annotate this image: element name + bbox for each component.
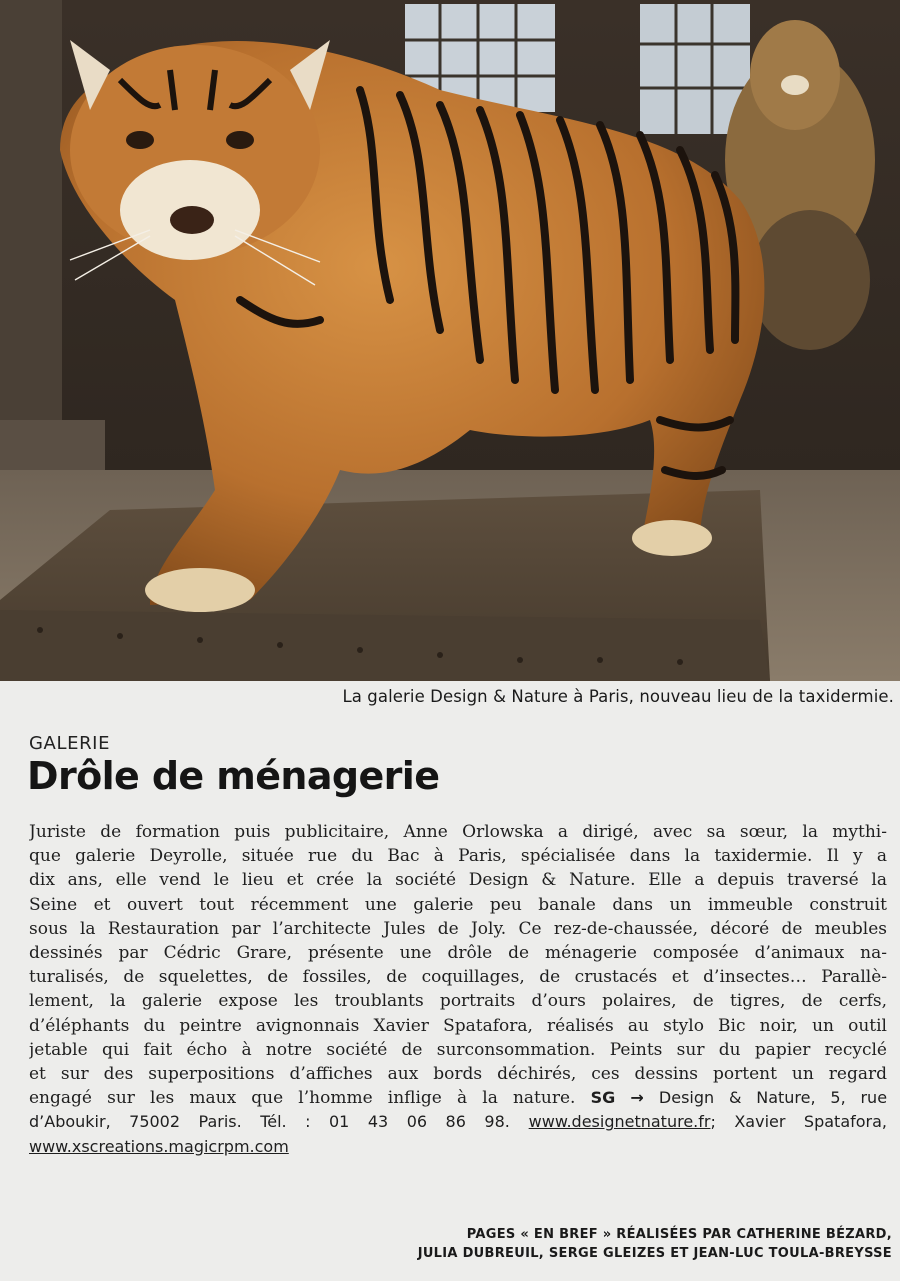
body-text: engagé sur les maux que l’homme inflige à la nature.: [29, 1088, 576, 1109]
artist-website-link[interactable]: www.xscreations.magicrpm.com: [29, 1136, 289, 1156]
page-credits: [418, 1225, 892, 1263]
body-line: lement, la galerie expose les troublants portraits d’ours polaires, de tigres, de cerfs,: [29, 991, 887, 1012]
artist-name: ; Xavier Spatafora,: [710, 1112, 887, 1132]
body-line: dix ans, elle vend le lieu et crée la société Design & Nature. Elle a depuis traversé la: [29, 870, 887, 891]
article-body: [29, 820, 887, 1159]
credits-line: JULIA DUBREUIL, SERGE GLEIZES ET JEAN-LUC TOULA-BREYSSE: [417, 1246, 892, 1261]
section-rubric: GALERIE: [29, 733, 111, 754]
body-line: Seine et ouvert tout récemment une galerie peu banale dans un immeuble construit: [29, 894, 887, 915]
article-title: Drôle de ménagerie: [27, 754, 440, 798]
body-line-url: [29, 1135, 887, 1159]
body-line-contact: [29, 1110, 887, 1134]
gallery-phone: d’Aboukir, 75002 Paris. Tél. : 01 43 06 86 98.: [29, 1112, 510, 1132]
body-line-signature: [29, 1086, 887, 1110]
gallery-website-link[interactable]: www.designetnature.fr: [528, 1112, 711, 1132]
body-line: dessinés par Cédric Grare, présente une drôle de ménagerie composée d’animaux na-: [29, 943, 887, 964]
body-line: sous la Restauration par l’architecte Jules de Joly. Ce rez-de-chaussée, décoré de meubles: [29, 918, 887, 939]
body-line: jetable qui fait écho à notre société de surconsommation. Peints sur du papier recyclé: [29, 1039, 887, 1060]
body-line: d’éléphants du peintre avignonnais Xavier Spatafora, réalisés au stylo Bic noir, un outil: [29, 1015, 887, 1036]
body-line: et sur des superpositions d’affiches aux bords déchirés, ces dessins portent un regard: [29, 1064, 887, 1085]
body-line: que galerie Deyrolle, située rue du Bac à Paris, spécialisée dans la taxidermie. Il y a: [29, 846, 887, 867]
photo-caption: La galerie Design & Nature à Paris, nouveau lieu de la taxidermie.: [342, 687, 894, 706]
body-line: turalisés, de squelettes, de fossiles, de coquillages, de crustacés et d’insectes… Parallè-: [29, 967, 887, 988]
body-line: Juriste de formation puis publicitaire, Anne Orlowska a dirigé, avec sa sœur, la mythi-: [29, 822, 887, 842]
author-signature: SG: [590, 1088, 616, 1108]
arrow-icon: →: [630, 1088, 644, 1108]
credits-line: PAGES « EN BREF » RÉALISÉES PAR CATHERINE BÉZARD,: [466, 1227, 892, 1242]
gallery-address: Design & Nature, 5, rue: [658, 1088, 887, 1108]
